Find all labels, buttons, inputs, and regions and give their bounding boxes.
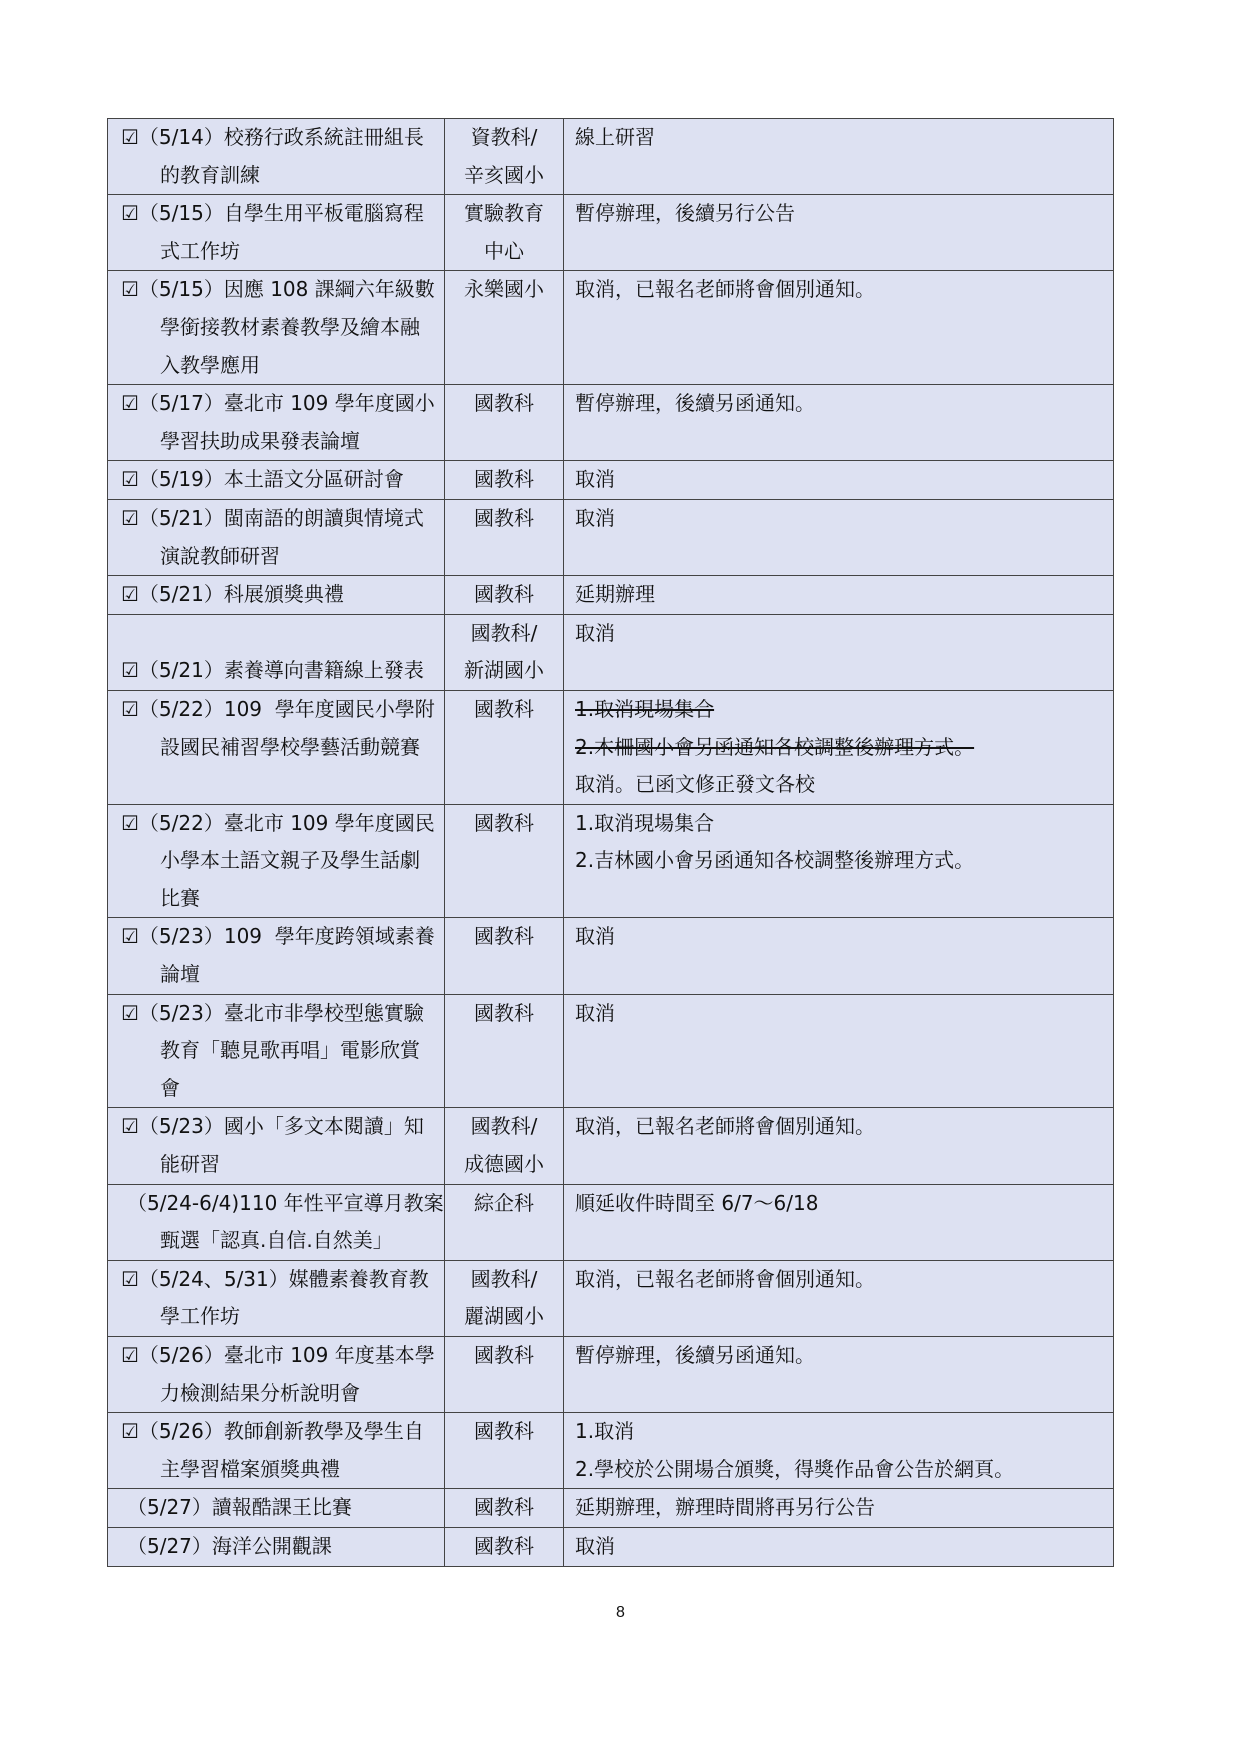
event-cell (108, 461, 445, 500)
unit-line: 永樂國小 (464, 277, 544, 302)
event-line: 力檢測結果分析說明會 (160, 1380, 360, 1405)
event-line: 式工作坊 (160, 238, 240, 263)
result-line: 線上研習 (575, 125, 655, 149)
result-line: 取消，已報名老師將會個別通知。 (575, 277, 875, 302)
result-line: 暫停辦理，後續另函通知。 (575, 391, 815, 416)
result-line: 暫停辦理，後續另行公告 (575, 201, 795, 226)
table-row (108, 385, 1114, 461)
unit-line: 國教科 (474, 467, 534, 492)
unit-line: 國教科 (474, 582, 534, 607)
event-cell (108, 119, 445, 195)
event-line: 甄選「認真.自信.自然美」 (160, 1228, 393, 1253)
table-row (108, 1337, 1114, 1413)
table-row (108, 1527, 1114, 1566)
event-line: 教育「聽見歌再唱」電影欣賞 (160, 1038, 420, 1063)
unit-line: 國教科 (474, 696, 534, 721)
event-line: 設國民補習學校學藝活動競賽 (160, 734, 420, 759)
unit-line: 辛亥國小 (464, 162, 544, 187)
table-row (108, 690, 1114, 804)
unit-cell (445, 271, 564, 385)
result-line: 延期辦理，辦理時間將再另行公告 (575, 1495, 875, 1520)
table-row (108, 576, 1114, 615)
event-line: 比賽 (160, 885, 200, 910)
table-row (108, 1413, 1114, 1489)
result-line: 取消 (575, 505, 615, 530)
result-line: 1.取消 (575, 1419, 635, 1444)
unit-line: 資教科/ (470, 125, 538, 149)
result-cell (564, 1337, 1114, 1413)
unit-line: 實驗教育 (464, 201, 544, 226)
unit-cell (445, 804, 564, 918)
event-line: （5/24-6/4)110 年性平宣導月教案 (127, 1190, 444, 1215)
event-line: ☑（5/21）素養導向書籍線上發表 (121, 658, 424, 683)
event-line: ☑（5/19）本土語文分區研討會 (121, 467, 404, 492)
unit-cell (445, 499, 564, 575)
result-line: 2.吉林國小會另函通知各校調整後辦理方式。 (575, 848, 975, 873)
unit-cell (445, 461, 564, 500)
result-cell (564, 385, 1114, 461)
result-cell (564, 1413, 1114, 1489)
unit-cell (445, 1489, 564, 1528)
event-cell (108, 1413, 445, 1489)
result-line: 暫停辦理，後續另函通知。 (575, 1343, 815, 1367)
result-cell (564, 614, 1114, 690)
event-cell (108, 804, 445, 918)
table-row (108, 1108, 1114, 1184)
unit-cell (445, 918, 564, 994)
result-line: 取消。已函文修正發文各校 (575, 772, 815, 797)
table-row (108, 499, 1114, 575)
event-line: ☑（5/22）109 學年度國民小學附 (121, 696, 435, 721)
event-line: ☑（5/21）科展頒獎典禮 (121, 582, 344, 607)
unit-line: 國教科/ (470, 1114, 538, 1139)
event-line: ☑（5/14）校務行政系統註冊組長 (121, 125, 424, 149)
unit-line: 國教科/ (470, 1266, 538, 1291)
unit-cell (445, 1260, 564, 1336)
unit-cell (445, 119, 564, 195)
unit-line: 國教科 (474, 1495, 534, 1520)
result-cell (564, 918, 1114, 994)
event-line: ☑（5/23）109 學年度跨領域素養 (121, 924, 435, 949)
unit-cell (445, 195, 564, 271)
unit-cell (445, 1527, 564, 1566)
event-line: 主學習檔案頒獎典禮 (160, 1456, 340, 1481)
result-cell (564, 994, 1114, 1108)
result-line: 2.學校於公開場合頒獎，得獎作品會公告於網頁。 (575, 1456, 1015, 1481)
table-row (108, 1184, 1114, 1260)
table-row (108, 195, 1114, 271)
event-line: ☑（5/15）自學生用平板電腦寫程 (121, 201, 424, 226)
unit-cell (445, 385, 564, 461)
event-line: 小學本土語文親子及學生話劇 (160, 848, 420, 873)
event-line: （5/27）海洋公開觀課 (127, 1533, 332, 1558)
unit-line: 國教科 (474, 505, 534, 530)
event-cell (108, 1184, 445, 1260)
table-row (108, 119, 1114, 195)
struck-result-line: 1.取消現場集合 (575, 696, 715, 721)
result-line: 取消 (575, 467, 615, 492)
event-line: 的教育訓練 (160, 162, 260, 187)
result-cell (564, 1489, 1114, 1528)
result-line: 取消，已報名老師將會個別通知。 (575, 1266, 875, 1291)
event-line: 會 (160, 1075, 180, 1100)
event-line: 入教學應用 (160, 352, 260, 377)
table-row (108, 918, 1114, 994)
unit-cell (445, 1337, 564, 1413)
unit-line: 國教科 (474, 1419, 534, 1444)
event-cell (108, 918, 445, 994)
result-cell (564, 576, 1114, 615)
result-cell (564, 1527, 1114, 1566)
event-line: ☑（5/26）教師創新教學及學生自 (121, 1419, 424, 1444)
unit-cell (445, 1184, 564, 1260)
event-cell (108, 1489, 445, 1528)
event-line: ☑（5/23）臺北市非學校型態實驗 (121, 1000, 424, 1025)
event-cell (108, 690, 445, 804)
result-line: 取消 (575, 1000, 615, 1025)
result-cell (564, 1184, 1114, 1260)
unit-line: 國教科 (474, 391, 534, 416)
event-cell (108, 1260, 445, 1336)
activity-table (107, 118, 1114, 1567)
event-line: 能研習 (160, 1152, 220, 1177)
unit-line: 麗湖國小 (464, 1304, 544, 1329)
event-cell (108, 1527, 445, 1566)
event-line: 學銜接教材素養教學及繪本融 (160, 314, 420, 339)
table-row (108, 271, 1114, 385)
unit-line: 國教科 (474, 1343, 534, 1367)
unit-cell (445, 690, 564, 804)
event-cell (108, 1108, 445, 1184)
table-row (108, 994, 1114, 1108)
table-row (108, 614, 1114, 690)
event-cell (108, 1337, 445, 1413)
event-line: ☑（5/21）閩南語的朗讀與情境式 (121, 505, 424, 530)
unit-cell (445, 1108, 564, 1184)
event-cell (108, 499, 445, 575)
unit-line: 國教科/ (470, 620, 538, 645)
event-line: 論壇 (160, 962, 200, 987)
table-row (108, 804, 1114, 918)
event-line: ☑（5/26）臺北市 109 年度基本學 (121, 1343, 435, 1367)
unit-line: 綜企科 (474, 1190, 534, 1215)
event-line: ☑（5/15）因應 108 課綱六年級數 (121, 277, 435, 302)
result-line: 取消 (575, 620, 615, 645)
event-cell (108, 195, 445, 271)
event-line: ☑（5/17）臺北市 109 學年度國小 (121, 391, 435, 416)
table-row (108, 461, 1114, 500)
page-number: 8 (616, 1604, 625, 1621)
event-cell (108, 614, 445, 690)
result-cell (564, 1260, 1114, 1336)
event-cell (108, 271, 445, 385)
result-cell (564, 119, 1114, 195)
table-row (108, 1489, 1114, 1528)
unit-line: 新湖國小 (464, 658, 544, 683)
event-cell (108, 576, 445, 615)
event-line: 演說教師研習 (160, 543, 280, 568)
result-cell (564, 804, 1114, 918)
unit-line: 國教科 (474, 1000, 534, 1025)
unit-line: 國教科 (474, 1533, 534, 1558)
unit-cell (445, 994, 564, 1108)
result-line: 取消 (575, 924, 615, 949)
event-cell (108, 385, 445, 461)
result-cell (564, 690, 1114, 804)
event-line: ☑（5/22）臺北市 109 學年度國民 (121, 810, 435, 835)
struck-result-line: 2.木柵國小會另函通知各校調整後辦理方式。 (575, 734, 975, 759)
event-line: （5/27）讀報酷課王比賽 (127, 1495, 352, 1520)
result-line: 順延收件時間至 6/7～6/18 (575, 1190, 819, 1215)
result-line: 取消，已報名老師將會個別通知。 (575, 1114, 875, 1139)
result-line: 1.取消現場集合 (575, 810, 715, 835)
unit-line: 國教科 (474, 810, 534, 835)
result-cell (564, 461, 1114, 500)
unit-cell (445, 576, 564, 615)
result-cell (564, 271, 1114, 385)
result-line: 延期辦理 (575, 582, 655, 607)
result-line: 取消 (575, 1533, 615, 1558)
event-cell (108, 994, 445, 1108)
unit-line: 中心 (484, 238, 524, 263)
unit-cell (445, 1413, 564, 1489)
result-cell (564, 499, 1114, 575)
event-line: 學習扶助成果發表論壇 (160, 428, 360, 453)
unit-line: 成德國小 (464, 1152, 544, 1177)
event-line: ☑（5/23）國小「多文本閱讀」知 (121, 1114, 424, 1139)
result-cell (564, 195, 1114, 271)
unit-line: 國教科 (474, 924, 534, 949)
result-cell (564, 1108, 1114, 1184)
event-line: 學工作坊 (160, 1304, 240, 1329)
event-line: ☑（5/24、5/31）媒體素養教育教 (121, 1266, 429, 1291)
unit-cell (445, 614, 564, 690)
table-row (108, 1260, 1114, 1336)
